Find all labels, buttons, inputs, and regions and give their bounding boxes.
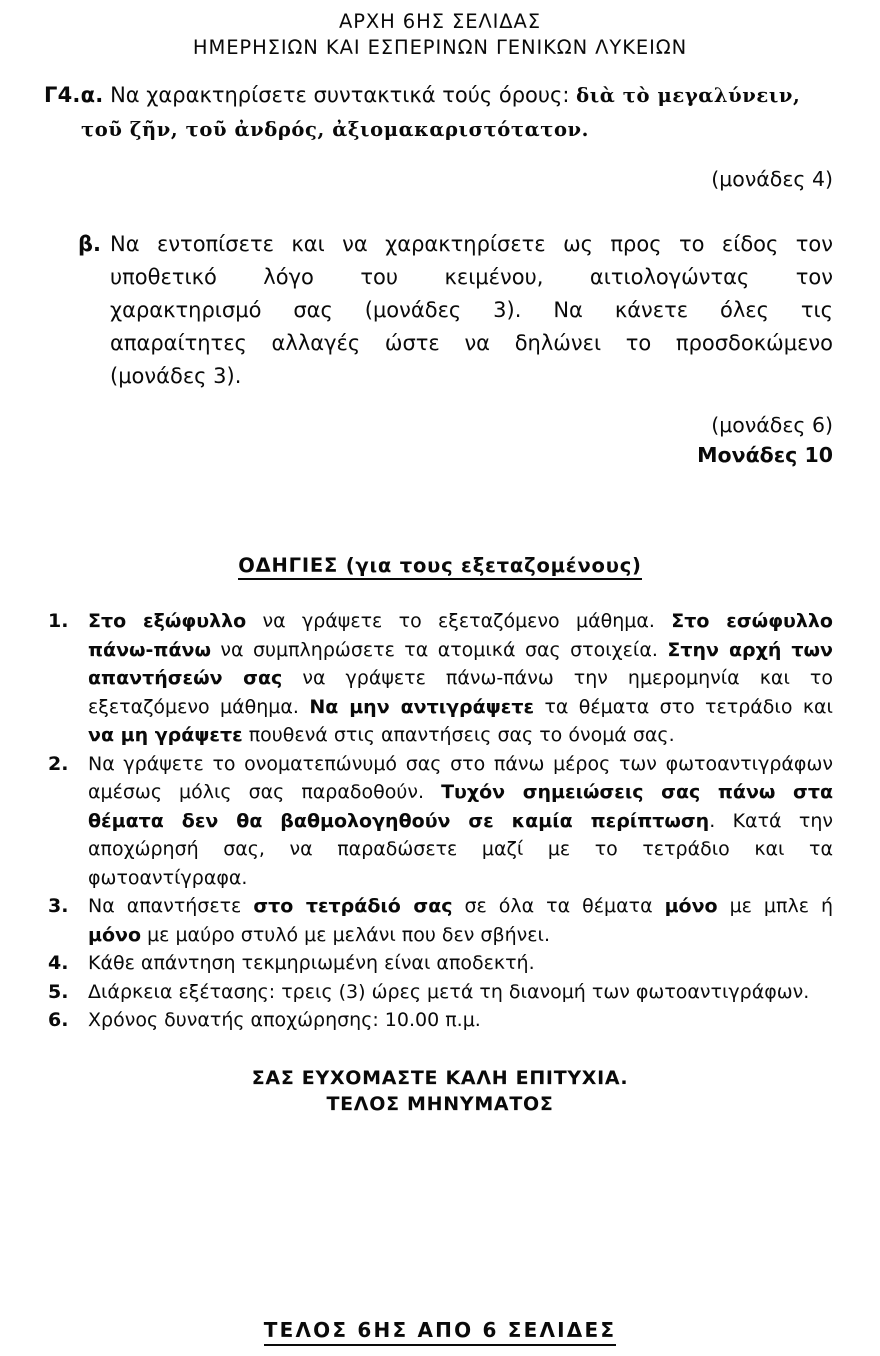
exercise-prompt: Να χαρακτηρίσετε συντακτικά τούς όρους: [103,83,577,107]
body-text: . Κατά την [709,809,833,832]
instruction-line [88,981,809,1003]
units-beta: (μονάδες 6) [711,413,833,437]
exercise-line-2 [44,112,833,147]
header-line-1: ΑΡΧΗ 6ΗΣ ΣΕΛΙΔΑΣ [338,10,542,33]
instruction-number: 6. [48,1009,69,1031]
exercise-polytonic-line-1: διὰ τὸ μεγαλύνειν, [576,84,801,107]
body-text: εξεταζόμενο μάθημα. [88,695,310,718]
instruction-item [0,892,833,949]
emphasis-text: θέματα δεν θα βαθμολογηθούν σε καμία περίπτωση [88,809,710,832]
body-text: Κάθε απάντηση τεκμηριωμένη είναι αποδεκτή. [88,952,535,974]
instruction-line [88,664,833,693]
instruction-text [88,1006,833,1035]
emphasis-text: απαντήσεών σας [88,667,283,689]
instruction-line [88,921,833,950]
page-footer [0,1318,880,1342]
emphasis-text: Να μην αντιγράψετε [309,695,535,718]
body-text: πουθενά στις απαντήσεις σας το όνομά σας. [242,724,675,746]
instruction-item [0,607,833,750]
instruction-line [88,1009,481,1031]
instruction-line [88,807,833,836]
instructions-title-text: ΟΔΗΓΙΕΣ (για τους εξεταζομένους) [238,554,642,580]
body-text: τα θέματα στο τετράδιο και [534,695,833,718]
body-text: σε όλα τα θέματα [452,895,665,917]
beta-line: (μονάδες 3). [110,364,242,388]
instruction-line [88,636,833,665]
body-text: Διάρκεια εξέτασης: τρεις (3) ώρες μετά τη διανομή των φωτοαντιγράφων. [88,980,810,1003]
instruction-number: 2. [48,752,69,775]
emphasis-text: Στο εσώφυλλο [671,610,833,632]
emphasis-text: Στην αρχή των [667,638,833,661]
instruction-line [88,835,833,864]
emphasis-text: να μη γράψετε [88,724,243,746]
instruction-line [88,952,535,974]
instructions-title [0,554,880,577]
beta-label: β. [78,232,102,256]
body-text: Να γράψετε το ονοματεπώνυμό σας στο πάνω μέρος των φωτοαντιγράφων [88,752,833,775]
instruction-text [88,978,833,1007]
beta-line: Να εντοπίσετε και να χαρακτηρίσετε ως προς το είδος τον [110,232,833,256]
instructions-list [0,607,880,1035]
exercise-line-1 [44,79,833,112]
body-text: αμέσως μόλις σας παραδοθούν. [88,781,442,803]
instruction-text [88,607,833,750]
instruction-line [88,778,833,807]
instruction-item [0,1006,833,1035]
body-text: αποχώρησή σας, να παραδώσετε μαζί με το τετράδιο και τα [88,838,833,860]
body-text: να συμπληρώσετε τα ατομικά σας στοιχεία. [210,638,668,661]
instruction-line [88,693,833,722]
emphasis-text: Στο εξώφυλλο [88,610,247,632]
closing-message [0,1065,880,1117]
emphasis-text: μόνο [664,895,718,917]
emphasis-text: πάνω-πάνω [88,638,211,661]
instruction-line [88,607,833,636]
instruction-line [88,892,833,921]
closing-line-1: ΣΑΣ ΕΥΧΟΜΑΣΤΕ ΚΑΛΗ ΕΠΙΤΥΧΙΑ. [251,1066,629,1089]
header-line-2: ΗΜΕΡΗΣΙΩΝ ΚΑΙ ΕΣΠΕΡΙΝΩΝ ΓΕΝΙΚΩΝ ΛΥΚΕΙΩΝ [192,36,688,59]
beta-body [78,228,833,393]
page-header [0,0,880,61]
emphasis-text: Τυχόν σημειώσεις σας πάνω στα [441,781,833,803]
body-text: Να απαντήσετε [88,895,254,917]
instruction-number: 1. [48,610,69,632]
body-text: να γράψετε πάνω-πάνω την ημερομηνία και το [282,667,833,689]
body-text: με μπλε ή [717,895,834,917]
closing-line-2: ΤΕΛΟΣ ΜΗΝΥΜΑΤΟΣ [326,1092,554,1115]
exercise-label: Γ4.α. [44,83,104,107]
body-text: με μαύρο στυλό με μελάνι που δεν σβήνει. [141,923,550,946]
emphasis-text: στο τετράδιό σας [253,895,453,917]
body-text: Χρόνος δυνατής αποχώρησης: 10.00 π.μ. [88,1009,481,1031]
exercise-polytonic-line-2: τοῦ ζῆν, τοῦ ἀνδρός, ἀξιομακαριστότατον. [81,118,590,141]
emphasis-text: μόνο [88,923,142,946]
instruction-text [88,892,833,949]
body-text: φωτοαντίγραφα. [88,866,248,889]
instruction-number: 4. [48,952,69,974]
instruction-line [88,721,833,750]
instruction-text [88,949,833,978]
footer-text: ΤΕΛΟΣ 6ΗΣ ΑΠΟ 6 ΣΕΛΙΔΕΣ [264,1318,616,1346]
instruction-item [0,750,833,893]
units-total: Μονάδες 10 [697,443,833,467]
beta-line: υποθετικό λόγο του κειμένου, αιτιολογώντας τον [110,265,833,289]
instruction-item [0,949,833,978]
question-beta [0,228,880,393]
instruction-item [0,978,833,1007]
instruction-line [88,750,833,779]
exercise-gamma4 [0,79,880,147]
instruction-number: 5. [48,980,69,1003]
instruction-text [88,750,833,893]
units-alpha: (μονάδες 4) [711,167,833,191]
instruction-number: 3. [48,895,69,917]
beta-line: χαρακτηρισμό σας (μονάδες 3). Να κάνετε όλες τις [110,298,833,322]
body-text: να γράψετε το εξεταζόμενο μάθημα. [246,610,672,632]
beta-line: απαραίτητες αλλαγές ώστε να δηλώνει το προσδοκώμενο [110,331,833,355]
instruction-line [88,864,833,893]
